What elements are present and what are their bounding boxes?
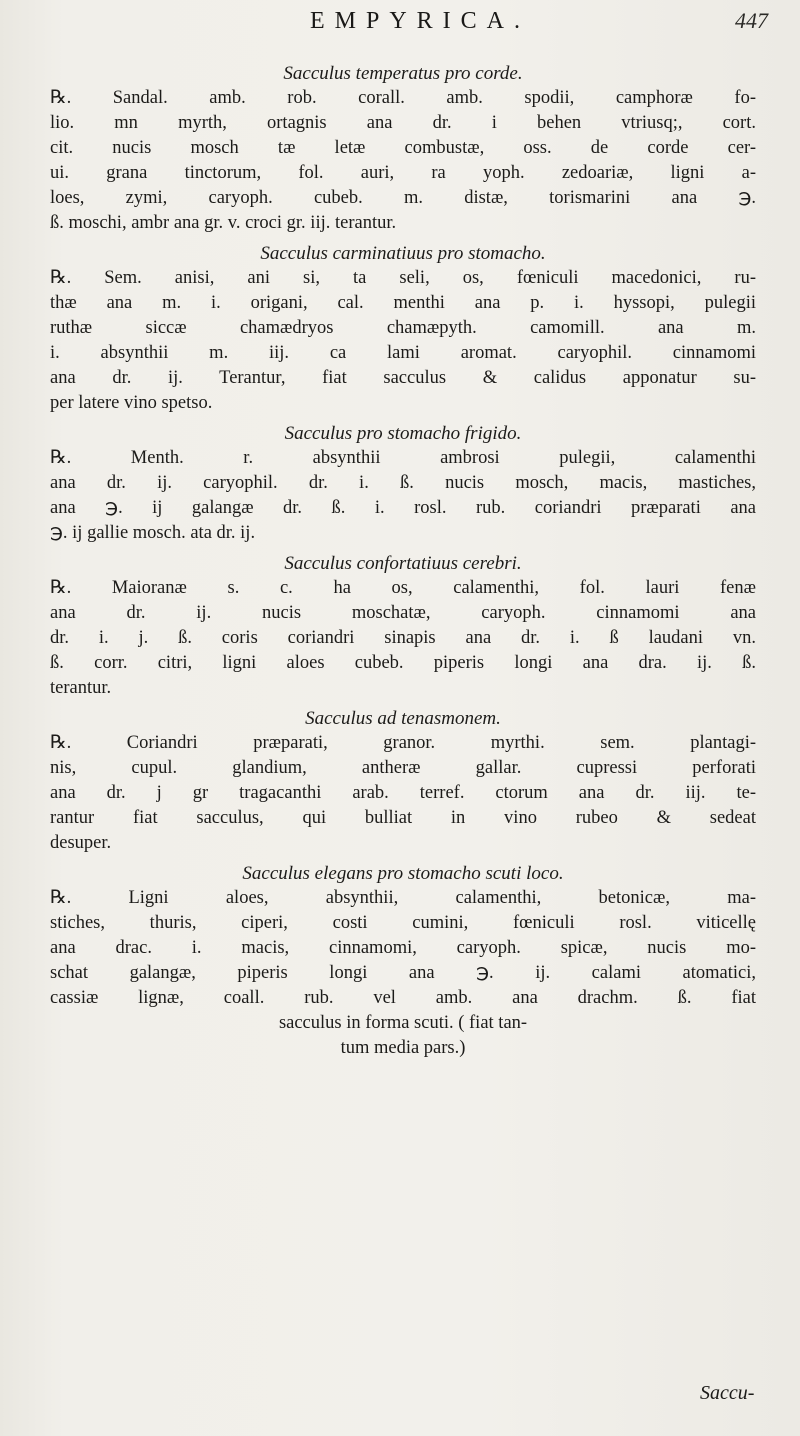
recipe-heading: Sacculus ad tenasmonem. [305, 708, 501, 729]
text-line: terantur. [50, 678, 112, 698]
text-line: thæ ana m. i. origani, cal. menthi ana p. i. hyssopi, pulegii [50, 293, 756, 313]
text-line: ana dr. ij. Terantur, fiat sacculus & calidus apponatur su- [50, 368, 756, 388]
text-line: ß. corr. citri, ligni aloes cubeb. piperis longi ana dra. ij. ß. [50, 653, 756, 673]
text-line: stiches, thuris, ciperi, costi cumini, fœniculi rosl. viticellę [50, 913, 756, 933]
recipe-entry [50, 422, 756, 546]
text-line: ℞. Menth. r. absynthii ambrosi pulegii, calamenthi [50, 448, 756, 468]
recipe-heading: Sacculus elegans pro stomacho scuti loco. [242, 863, 564, 884]
text-line: i. absynthii m. iij. ca lami aromat. caryophil. cinnamomi [50, 343, 756, 363]
text-line: ß. moschi, ambr ana gr. v. croci gr. iij. terantur. [50, 213, 397, 233]
text-line: dr. i. j. ß. coris coriandri sinapis ana dr. i. ß laudani vn. [50, 628, 756, 648]
text-line: nis, cupul. glandium, antheræ gallar. cupressi perforati [50, 758, 756, 778]
text-line: cassiæ lignæ, coall. rub. vel amb. ana drachm. ß. fiat [50, 988, 756, 1008]
text-line: desuper. [50, 833, 112, 853]
text-line: sacculus in forma scuti. ( fiat tan- [278, 1013, 528, 1033]
recipe-heading: Sacculus confortatiuus cerebri. [284, 553, 522, 574]
recipe-entry [50, 62, 756, 236]
recipe-entry [50, 707, 756, 856]
recipe-heading: Sacculus temperatus pro corde. [283, 63, 523, 84]
text-line: ruthæ siccæ chamædryos chamæpyth. camomill. ana m. [50, 318, 756, 338]
text-line: lio. mn myrth, ortagnis ana dr. i behen vtriusq;, cort. [50, 113, 756, 133]
recipe-entry [50, 862, 756, 1061]
text-line: ui. grana tinctorum, fol. auri, ra yoph. zedoariæ, ligni a- [50, 163, 756, 183]
text-line: cit. nucis mosch tæ letæ combustæ, oss. de corde cer- [50, 138, 756, 158]
text-line: ana dr. ij. nucis moschatæ, caryoph. cinnamomi ana [50, 603, 756, 623]
text-line: ℞. Sandal. amb. rob. corall. amb. spodii, camphoræ fo- [50, 88, 756, 108]
text-line: per latere vino spetso. [50, 393, 213, 413]
text-line: ℞. Ligni aloes, absynthii, calamenthi, betonicæ, ma- [50, 888, 756, 908]
text-line: ana dr. ij. caryophil. dr. i. ß. nucis mosch, macis, mastiches, [50, 473, 756, 493]
text-line: ℞. Maioranæ s. c. ha os, calamenthi, fol. lauri fenæ [50, 578, 756, 598]
text-line: loes, zymi, caryoph. cubeb. m. distæ, torismarini ana ℈. [50, 188, 756, 208]
recipe-entry [50, 242, 756, 416]
text-line: ℞. Coriandri præparati, granor. myrthi. sem. plantagi- [50, 733, 756, 753]
recipe-heading: Sacculus carminatiuus pro stomacho. [260, 243, 546, 264]
recipe-heading: Sacculus pro stomacho frigido. [284, 423, 522, 444]
recipe-entry [50, 552, 756, 701]
text-line: tum media pars.) [340, 1038, 466, 1058]
text-line: ℞. Sem. anisi, ani si, ta seli, os, fœniculi macedonici, ru- [50, 268, 756, 288]
page-body [50, 56, 756, 1061]
text-line: ℈. ij gallie mosch. ata dr. ij. [50, 523, 256, 543]
text-line: ana ℈. ij galangæ dr. ß. i. rosl. rub. coriandri præparati ana [50, 498, 756, 518]
catchword: Saccu- [700, 1382, 755, 1404]
running-head: EMPYRICA. [309, 8, 531, 34]
text-line: ana dr. j gr tragacanthi arab. terref. ctorum ana dr. iij. te- [50, 783, 756, 803]
text-line: schat galangæ, piperis longi ana ℈. ij. calami atomatici, [50, 963, 756, 983]
text-line: ana drac. i. macis, cinnamomi, caryoph. spicæ, nucis mo- [50, 938, 756, 958]
page-number: 447 [735, 8, 768, 33]
text-line: rantur fiat sacculus, qui bulliat in vino rubeo & sedeat [50, 808, 756, 828]
